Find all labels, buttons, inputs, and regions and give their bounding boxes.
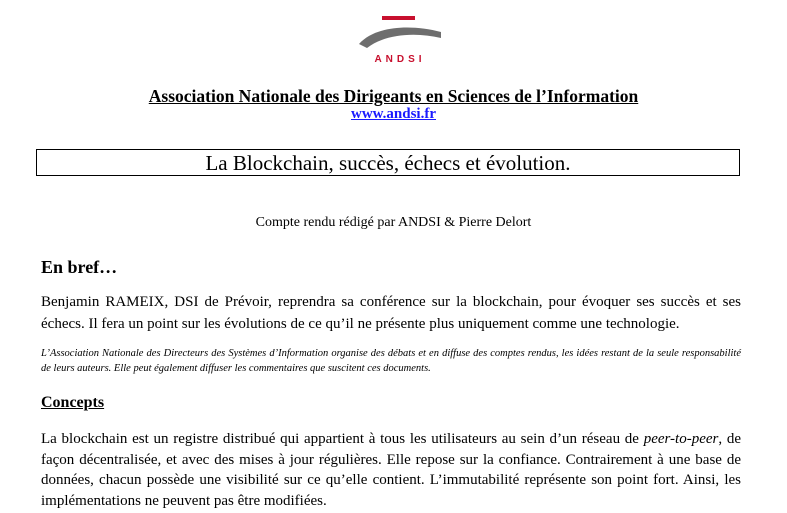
logo-swoosh — [359, 28, 441, 48]
andsi-logo — [355, 14, 445, 66]
concepts-text-before: La blockchain est un registre distribué qui appartient à tous les utilisateurs au sein d’un réseau de — [41, 431, 644, 447]
website-link[interactable]: www.andsi.fr — [350, 106, 436, 122]
document-title: La Blockchain, succès, échecs et évolution. — [36, 149, 740, 176]
summary-paragraph: Benjamin RAMEIX, DSI de Prévoir, reprendra sa conférence sur la blockchain, pour évoquer ses succès et ses échecs. Il fera un point sur les évolutions de ce qu’il ne présente plus uniquement comme une technologie. — [41, 294, 741, 332]
concepts-heading: Concepts — [41, 394, 105, 411]
logo-text: ANDSI — [374, 54, 426, 65]
logo-red-bar — [382, 16, 415, 20]
organization-name: Association Nationale des Dirigeants en Sciences de l’Information — [148, 86, 639, 106]
concepts-text-after: , de façon décentralisée, et avec des mises à jour régulières. Elle repose sur la confiance. Contrairement à une base de données, chacun possède une visibilité sur ce qu’elle contient. L’immutabilité représente son point fort. Ainsi, les implémentations ne peuvent pas être modifiées. — [41, 431, 741, 509]
byline: Compte rendu rédigé par ANDSI & Pierre Delort — [255, 215, 532, 230]
disclaimer-text: L’Association Nationale des Directeurs des Systèmes d’Information organise des débats et en diffuse des comptes rendus, les idées restant de la seule responsabilité de leurs auteurs. Elle peut également diffuser les commentaires que suscitent ces documents. — [41, 348, 741, 374]
summary-heading: En bref… — [41, 257, 118, 277]
concepts-paragraph — [41, 429, 741, 511]
concepts-text-italic: peer-to-peer — [643, 431, 719, 447]
andsi-logo-mark — [355, 14, 445, 54]
